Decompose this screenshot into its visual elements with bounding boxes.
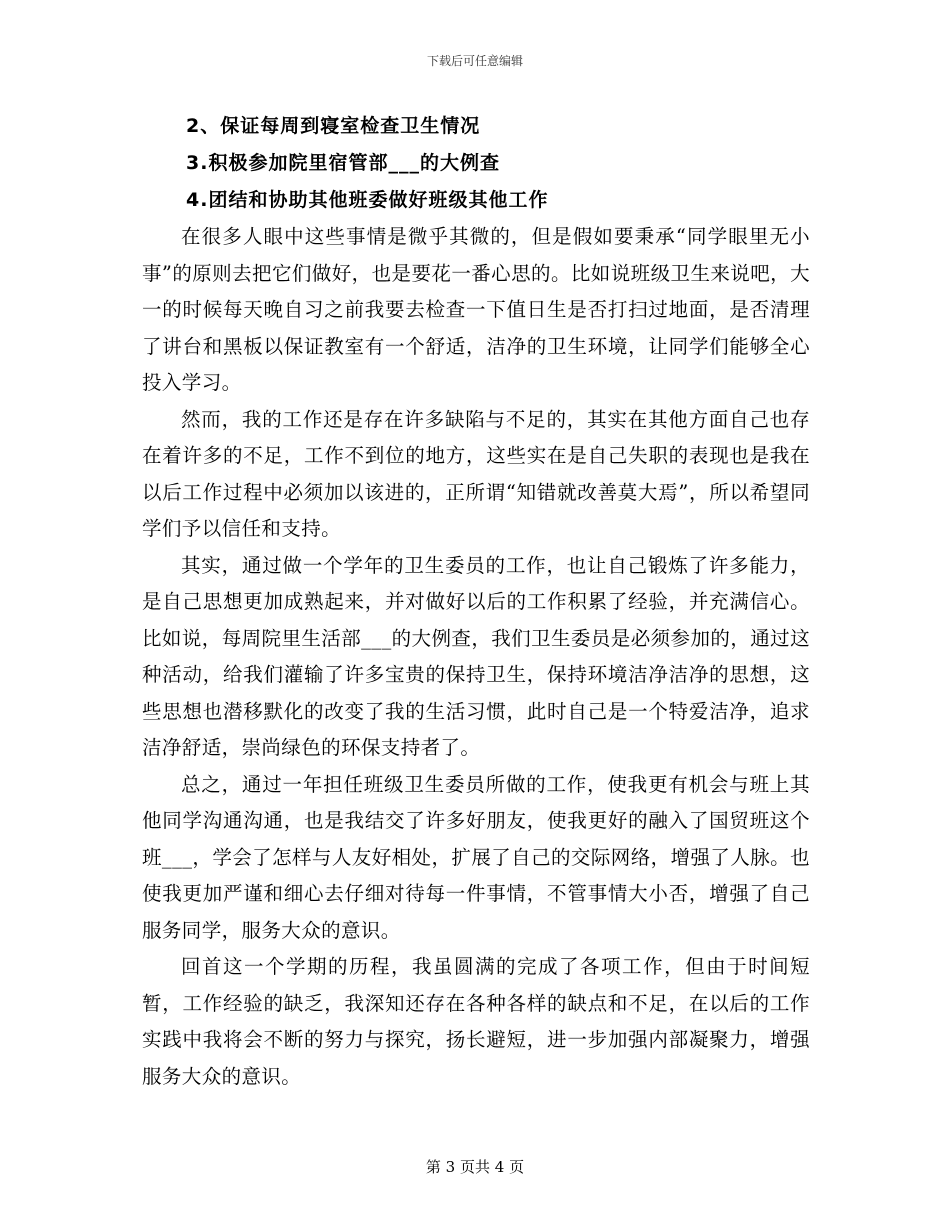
list-item: 3.积极参加院里宿管部___的大例查 bbox=[186, 152, 500, 174]
page-header: 下载后可任意编辑 bbox=[426, 54, 523, 68]
paragraph: 然而，我的工作还是存在许多缺陷与不足的，其实在其他方面自己也存在着许多的不足，工作不到位的地方，这些实在是自己失职的表现也是我在以后工作过程中必须加以该进的，正所谓“知错就改善莫大焉”，所以希望同学们予以信任和支持。 bbox=[142, 407, 810, 540]
paragraph: 回首这一个学期的历程，我虽圆满的完成了各项工作，但由于时间短暂，工作经验的缺乏，我深知还存在各种各样的缺点和不足，在以后的工作实践中我将会不断的努力与探究，扬长避短，进一步加强内部凝聚力，增强服务大众的意识。 bbox=[142, 955, 810, 1088]
paragraph: 其实，通过做一个学年的卫生委员的工作，也让自己锻炼了许多能力，是自己思想更加成熟起来，并对做好以后的工作积累了经验，并充满信心。比如说，每周院里生活部___的大例查，我们卫生委员是必须参加的，通过这种活动，给我们灌输了许多宝贵的保持卫生，保持环境洁净洁净的思想，这些思想也潜移默化的改变了我的生活习惯，此时自己是一个特爱洁净，追求洁净舒适，崇尚绿色的环保支持者了。 bbox=[142, 553, 810, 759]
document-body bbox=[142, 108, 810, 1095]
list-item: 2、保证每周到寝室检查卫生情况 bbox=[186, 115, 481, 137]
list-item: 4.团结和协助其他班委做好班级其他工作 bbox=[186, 189, 549, 211]
paragraph: 总之，通过一年担任班级卫生委员所做的工作，使我更有机会与班上其他同学沟通沟通，也是我结交了许多好朋友，使我更好的融入了国贸班这个班___，学会了怎样与人友好相处，扩展了自己的交际网络，增强了人脉。也使我更加严谨和细心去仔细对待每一件事情，不管事情大小否，增强了自己服务同学，服务大众的意识。 bbox=[142, 772, 810, 942]
page-number-footer: 第 3 页共 4 页 bbox=[425, 1158, 525, 1176]
paragraph: 在很多人眼中这些事情是微乎其微的，但是假如要秉承“同学眼里无小事”的原则去把它们做好，也是要花一番心思的。比如说班级卫生来说吧，大一的时候每天晚自习之前我要去检查一下值日生是否打扫过地面，是否清理了讲台和黑板以保证教室有一个舒适，洁净的卫生环境，让同学们能够全心投入学习。 bbox=[142, 225, 810, 394]
